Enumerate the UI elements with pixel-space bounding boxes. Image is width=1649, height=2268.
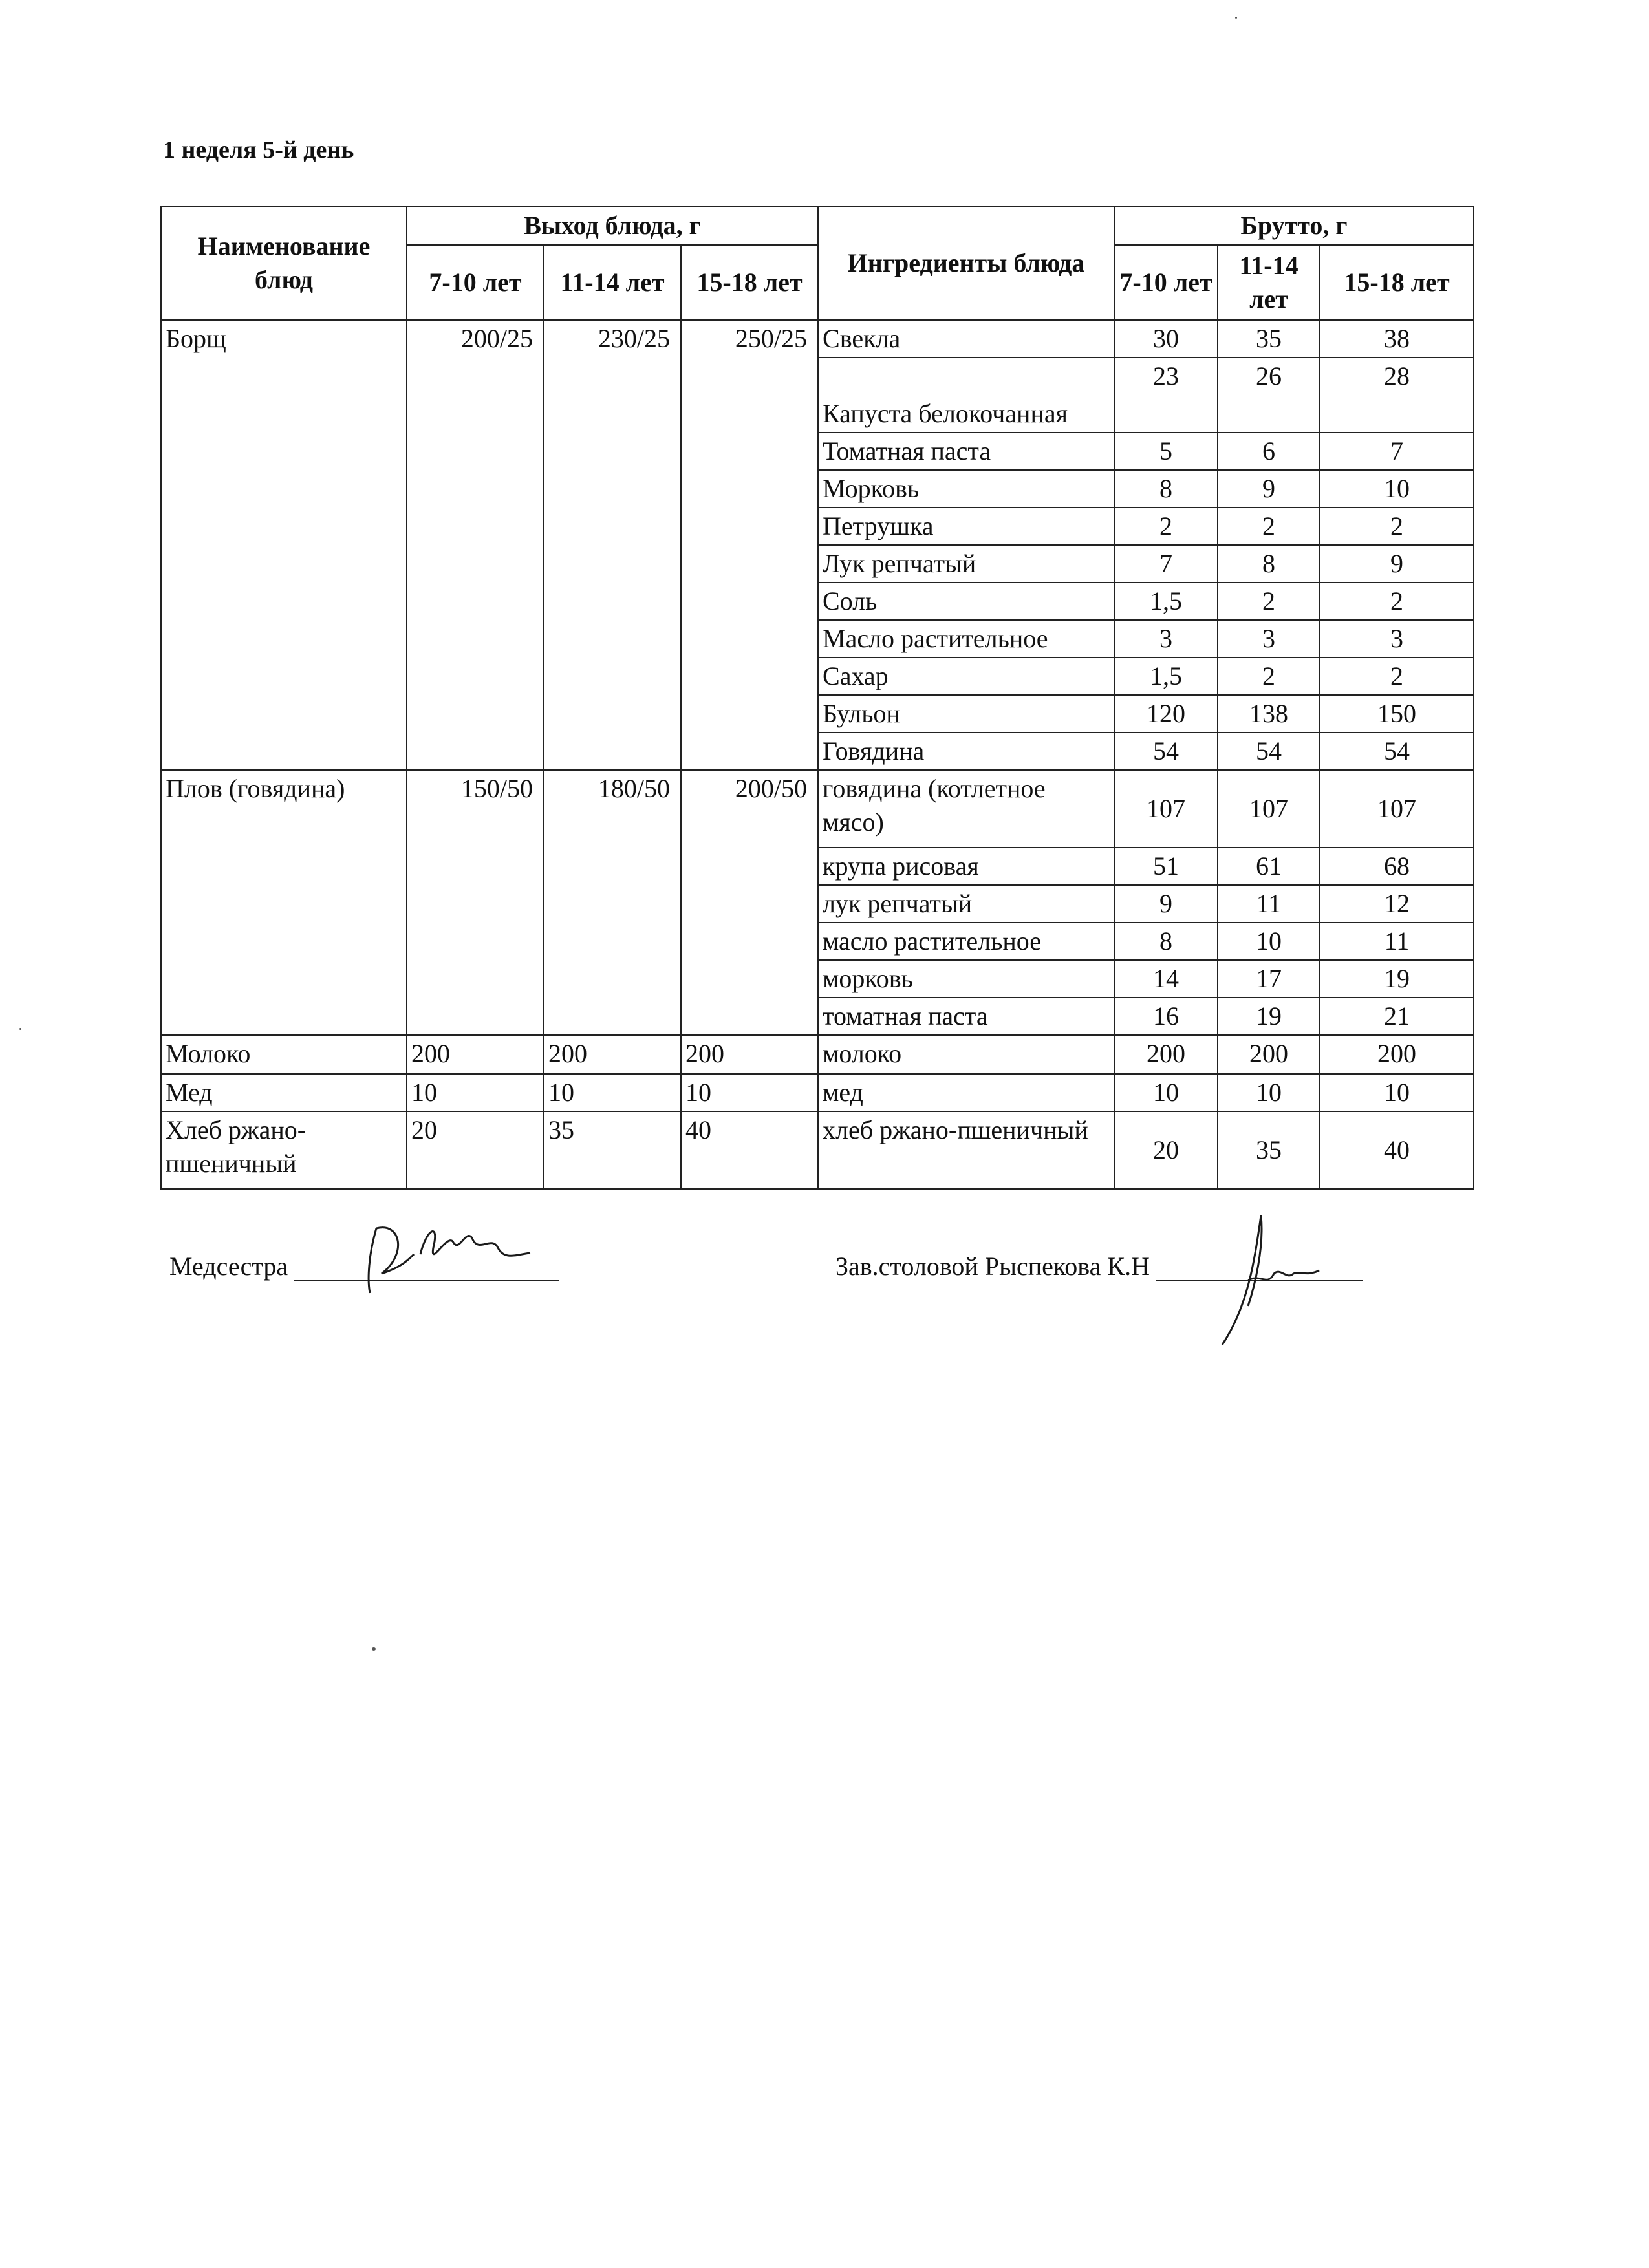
dish-yield-11-14: 35 [544,1111,681,1189]
ingredient-name: крупа рисовая [818,848,1114,885]
gross-11-14: 17 [1218,960,1320,998]
ingredient-name: мед [818,1074,1114,1111]
gross-15-18: 2 [1320,508,1474,545]
gross-7-10: 8 [1114,470,1218,508]
dish-yield-11-14: 10 [544,1074,681,1111]
gross-15-18: 40 [1320,1111,1474,1189]
gross-7-10: 9 [1114,885,1218,923]
ingredient-name: морковь [818,960,1114,998]
dish-yield-7-10: 10 [407,1074,544,1111]
ingredient-name: Бульон [818,695,1114,733]
gross-11-14: 35 [1218,1111,1320,1189]
header-yield-15-18: 15-18 лет [681,245,818,320]
table-row [161,1074,1474,1111]
scan-speck [1235,17,1237,19]
gross-15-18: 28 [1320,358,1474,433]
gross-7-10: 23 [1114,358,1218,433]
gross-7-10: 20 [1114,1111,1218,1189]
gross-7-10: 7 [1114,545,1218,583]
gross-15-18: 54 [1320,733,1474,770]
gross-11-14: 200 [1218,1035,1320,1074]
dish-yield-7-10: 20 [407,1111,544,1189]
gross-7-10: 107 [1114,770,1218,848]
gross-15-18: 2 [1320,583,1474,620]
gross-7-10: 3 [1114,620,1218,658]
ingredient-name: хлеб ржано-пшеничный [818,1111,1114,1189]
gross-11-14: 10 [1218,923,1320,960]
gross-11-14: 2 [1218,583,1320,620]
gross-15-18: 200 [1320,1035,1474,1074]
dish-yield-15-18: 250/25 [681,320,818,770]
header-dish-name: Наименование блюд [161,206,407,320]
dish-yield-15-18: 10 [681,1074,818,1111]
header-gross: Брутто, г [1114,206,1474,245]
table-row [161,320,1474,358]
gross-15-18: 3 [1320,620,1474,658]
ingredient-name: Морковь [818,470,1114,508]
gross-11-14: 6 [1218,433,1320,470]
gross-11-14: 9 [1218,470,1320,508]
ingredient-name: Говядина [818,733,1114,770]
gross-7-10: 200 [1114,1035,1218,1074]
gross-7-10: 10 [1114,1074,1218,1111]
header-ingredients: Ингредиенты блюда [818,206,1114,320]
gross-15-18: 10 [1320,1074,1474,1111]
gross-15-18: 9 [1320,545,1474,583]
table-row [161,1111,1474,1189]
gross-11-14: 3 [1218,620,1320,658]
ingredient-name: молоко [818,1035,1114,1074]
header-gross-15-18: 15-18 лет [1320,245,1474,320]
header-yield-7-10: 7-10 лет [407,245,544,320]
dish-yield-11-14: 200 [544,1035,681,1074]
header-yield-11-14: 11-14 лет [544,245,681,320]
gross-15-18: 68 [1320,848,1474,885]
gross-7-10: 30 [1114,320,1218,358]
gross-11-14: 2 [1218,508,1320,545]
dish-yield-15-18: 200 [681,1035,818,1074]
gross-15-18: 2 [1320,658,1474,695]
header-gross-11-14: 11-14 лет [1218,245,1320,320]
gross-15-18: 10 [1320,470,1474,508]
gross-11-14: 19 [1218,998,1320,1035]
scan-speck [372,1647,376,1651]
canteen-head-label: Зав.столовой Рыспекова К.Н [835,1252,1150,1281]
gross-7-10: 5 [1114,433,1218,470]
ingredient-name: Петрушка [818,508,1114,545]
dish-yield-15-18: 200/50 [681,770,818,1035]
gross-7-10: 1,5 [1114,658,1218,695]
dish-yield-7-10: 200 [407,1035,544,1074]
dish-name: Борщ [161,320,407,770]
gross-11-14: 138 [1218,695,1320,733]
dish-name: Молоко [161,1035,407,1074]
gross-11-14: 35 [1218,320,1320,358]
gross-11-14: 11 [1218,885,1320,923]
dish-yield-11-14: 180/50 [544,770,681,1035]
gross-7-10: 54 [1114,733,1218,770]
page-title: 1 неделя 5-й день [163,136,354,164]
gross-7-10: 1,5 [1114,583,1218,620]
gross-11-14: 54 [1218,733,1320,770]
table-row [161,1035,1474,1074]
ingredient-name: говядина (котлетное мясо) [818,770,1114,848]
scan-speck [19,1028,21,1030]
header-gross-7-10: 7-10 лет [1114,245,1218,320]
gross-15-18: 107 [1320,770,1474,848]
gross-7-10: 2 [1114,508,1218,545]
dish-name: Хлеб ржано-пшеничный [161,1111,407,1189]
table-row [161,770,1474,848]
ingredient-name: Лук репчатый [818,545,1114,583]
dish-name: Мед [161,1074,407,1111]
gross-11-14: 10 [1218,1074,1320,1111]
ingredient-name: томатная паста [818,998,1114,1035]
ingredient-name: Сахар [818,658,1114,695]
gross-15-18: 7 [1320,433,1474,470]
gross-15-18: 12 [1320,885,1474,923]
ingredient-name: Томатная паста [818,433,1114,470]
ingredient-name: Капуста белокочанная [818,358,1114,433]
ingredient-name: Соль [818,583,1114,620]
gross-15-18: 11 [1320,923,1474,960]
header-yield: Выход блюда, г [407,206,818,245]
canteen-head-signature [1209,1209,1326,1351]
gross-7-10: 120 [1114,695,1218,733]
dish-yield-7-10: 200/25 [407,320,544,770]
gross-11-14: 2 [1218,658,1320,695]
dish-yield-11-14: 230/25 [544,320,681,770]
ingredient-name: Масло растительное [818,620,1114,658]
gross-15-18: 19 [1320,960,1474,998]
ingredient-name: Свекла [818,320,1114,358]
gross-11-14: 107 [1218,770,1320,848]
gross-7-10: 14 [1114,960,1218,998]
gross-11-14: 26 [1218,358,1320,433]
nurse-signature [362,1215,543,1300]
dish-yield-7-10: 150/50 [407,770,544,1035]
gross-11-14: 8 [1218,545,1320,583]
gross-7-10: 16 [1114,998,1218,1035]
gross-15-18: 21 [1320,998,1474,1035]
dish-name: Плов (говядина) [161,770,407,1035]
gross-15-18: 150 [1320,695,1474,733]
gross-11-14: 61 [1218,848,1320,885]
gross-15-18: 38 [1320,320,1474,358]
ingredient-name: масло растительное [818,923,1114,960]
ingredient-name: лук репчатый [818,885,1114,923]
gross-7-10: 51 [1114,848,1218,885]
gross-7-10: 8 [1114,923,1218,960]
nurse-label: Медсестра [169,1252,288,1281]
dish-yield-15-18: 40 [681,1111,818,1189]
menu-table [160,206,1474,1190]
